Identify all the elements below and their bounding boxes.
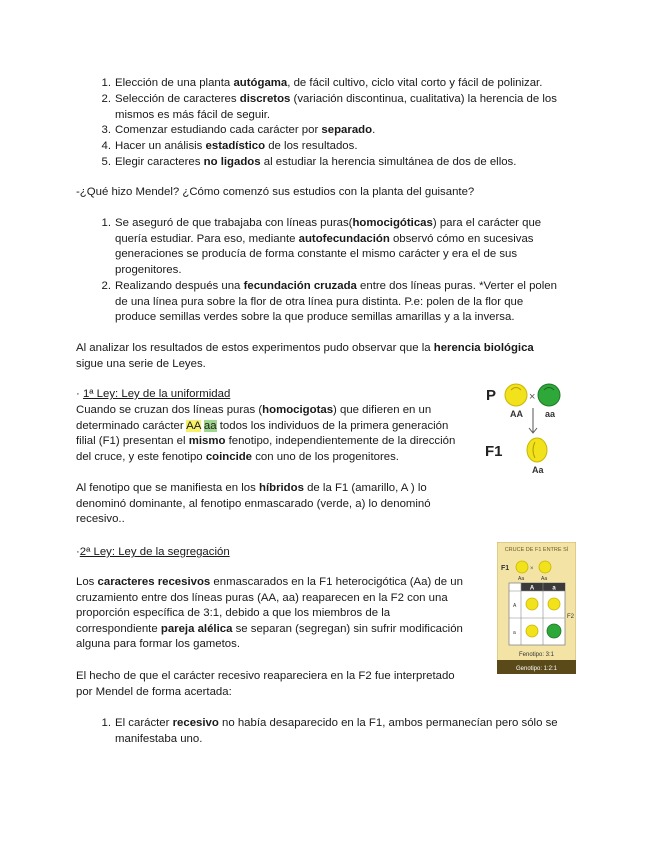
allele-label: A xyxy=(513,603,517,609)
analysis-paragraph: Al analizar los resultados de estos experimentos pudo observar que la herencia biológica sigue una serie de Leyes. xyxy=(76,342,534,370)
allele-label: a xyxy=(552,585,556,592)
list-item: 4. Hacer un análisis estadístico de los resultados. xyxy=(101,140,358,152)
law1-paragraph-2: Al fenotipo que se manifiesta en los híbridos de la F1 (amarillo, A ) lo denominó dominante, al fenotipo enmascarado (verde, a) lo denominó recesivo.. xyxy=(76,482,431,526)
phenotype-ratio: Fenotipo: 3:1 xyxy=(518,652,555,658)
list-item: 1. Se aseguró de que trabajaba con líneas puras(homocigóticas) para el carácter que quería estudiar. Para eso, mediante autofecundación observó cómo en sucesivas generaciones se producía de forma constante el mismo carácter y era el de sus progenitores. xyxy=(101,217,542,276)
list-item: 1. El carácter recesivo no había desaparecido en la F1, ambos permanecían pero sólo se manifestaba uno. xyxy=(101,717,558,745)
law1-heading: · 1ª Ley: Ley de la uniformidad xyxy=(76,388,231,400)
Aa-label: Aa xyxy=(532,465,544,475)
f1-label: F1 xyxy=(501,565,510,572)
allele-label: A xyxy=(529,585,535,592)
list-item: 3. Comenzar estudiando cada carácter por separado. xyxy=(101,124,376,136)
question-text: -¿Qué hizo Mendel? ¿Cómo comenzó sus estudios con la planta del guisante? xyxy=(76,186,475,198)
law1-paragraph: Cuando se cruzan dos líneas puras (homocigotas) que difieren en un determinado carácter AA aa todos los individuos de la primera generación filial (F1) presentan el mismo fenotipo, independientemente de la dirección del cruce, y este fenotipo coincide con uno de los progenitores. xyxy=(76,404,456,463)
genotype-ratio: Genotipo: 1:2:1 xyxy=(515,666,558,672)
f2-label: F2 xyxy=(567,614,575,620)
law2-paragraph-2: El hecho de que el carácter recesivo reapareciera en la F2 fue interpretado por Mendel de forma acertada: xyxy=(76,670,455,698)
AA-label: AA xyxy=(510,409,523,419)
green-pea-icon xyxy=(547,624,561,638)
p-label: P xyxy=(486,387,497,404)
allele-label: a xyxy=(513,630,516,636)
yellow-pea-icon xyxy=(526,598,538,610)
figure-title: CRUCE DE F1 ENTRE SÍ xyxy=(504,547,569,553)
cross-symbol: × xyxy=(529,391,536,403)
Aa-label: Aa xyxy=(518,576,525,582)
list-item: 5. Elegir caracteres no ligados al estudiar la herencia simultánea de dos de ellos. xyxy=(101,156,517,168)
law2-paragraph: Los caracteres recesivos enmascarados en la F1 heterocigótica (Aa) de un cruzamiento entre dos líneas puras (AA, aa) reaparecen en la F2 con una proporción específica de 3:1, debido a que los miembros de la correspondiente pareja alélica se separan (segregan) sin sufrir modificación alguna para formar los gametos. xyxy=(76,576,463,651)
Aa-label: Aa xyxy=(541,576,548,582)
yellow-pea-icon xyxy=(516,561,528,573)
segregation-punnett-diagram xyxy=(497,542,576,674)
highlight-aa: aa xyxy=(203,419,217,432)
law2-heading: ·2ª Ley: Ley de la segregación xyxy=(76,546,230,558)
f1-label: F1 xyxy=(485,443,503,460)
list-item: 2. Realizando después una fecundación cruzada entre dos líneas puras. *Verter el polen de una línea pura sobre la flor de otra línea pura distinta. P.e: polen de la flor que produce semillas verdes sobre la que produce semillas amarillas y a la inversa. xyxy=(101,280,557,324)
cross-symbol: × xyxy=(530,566,534,572)
list-item: 1. Elección de una planta autógama, de fácil cultivo, ciclo vital corto y fácil de polinizar. xyxy=(101,77,543,89)
hybrid-pea-icon xyxy=(527,438,547,462)
yellow-pea-icon xyxy=(539,561,551,573)
highlight-AA: AA xyxy=(186,419,201,432)
yellow-pea-icon xyxy=(548,598,560,610)
list-item: 2. Selección de caracteres discretos (variación discontinua, cualitativa) la herencia de los mismos es más fácil de seguir. xyxy=(101,93,557,121)
uniformity-cross-diagram xyxy=(483,380,573,480)
yellow-pea-icon xyxy=(526,625,538,637)
aa-label: aa xyxy=(545,409,556,419)
